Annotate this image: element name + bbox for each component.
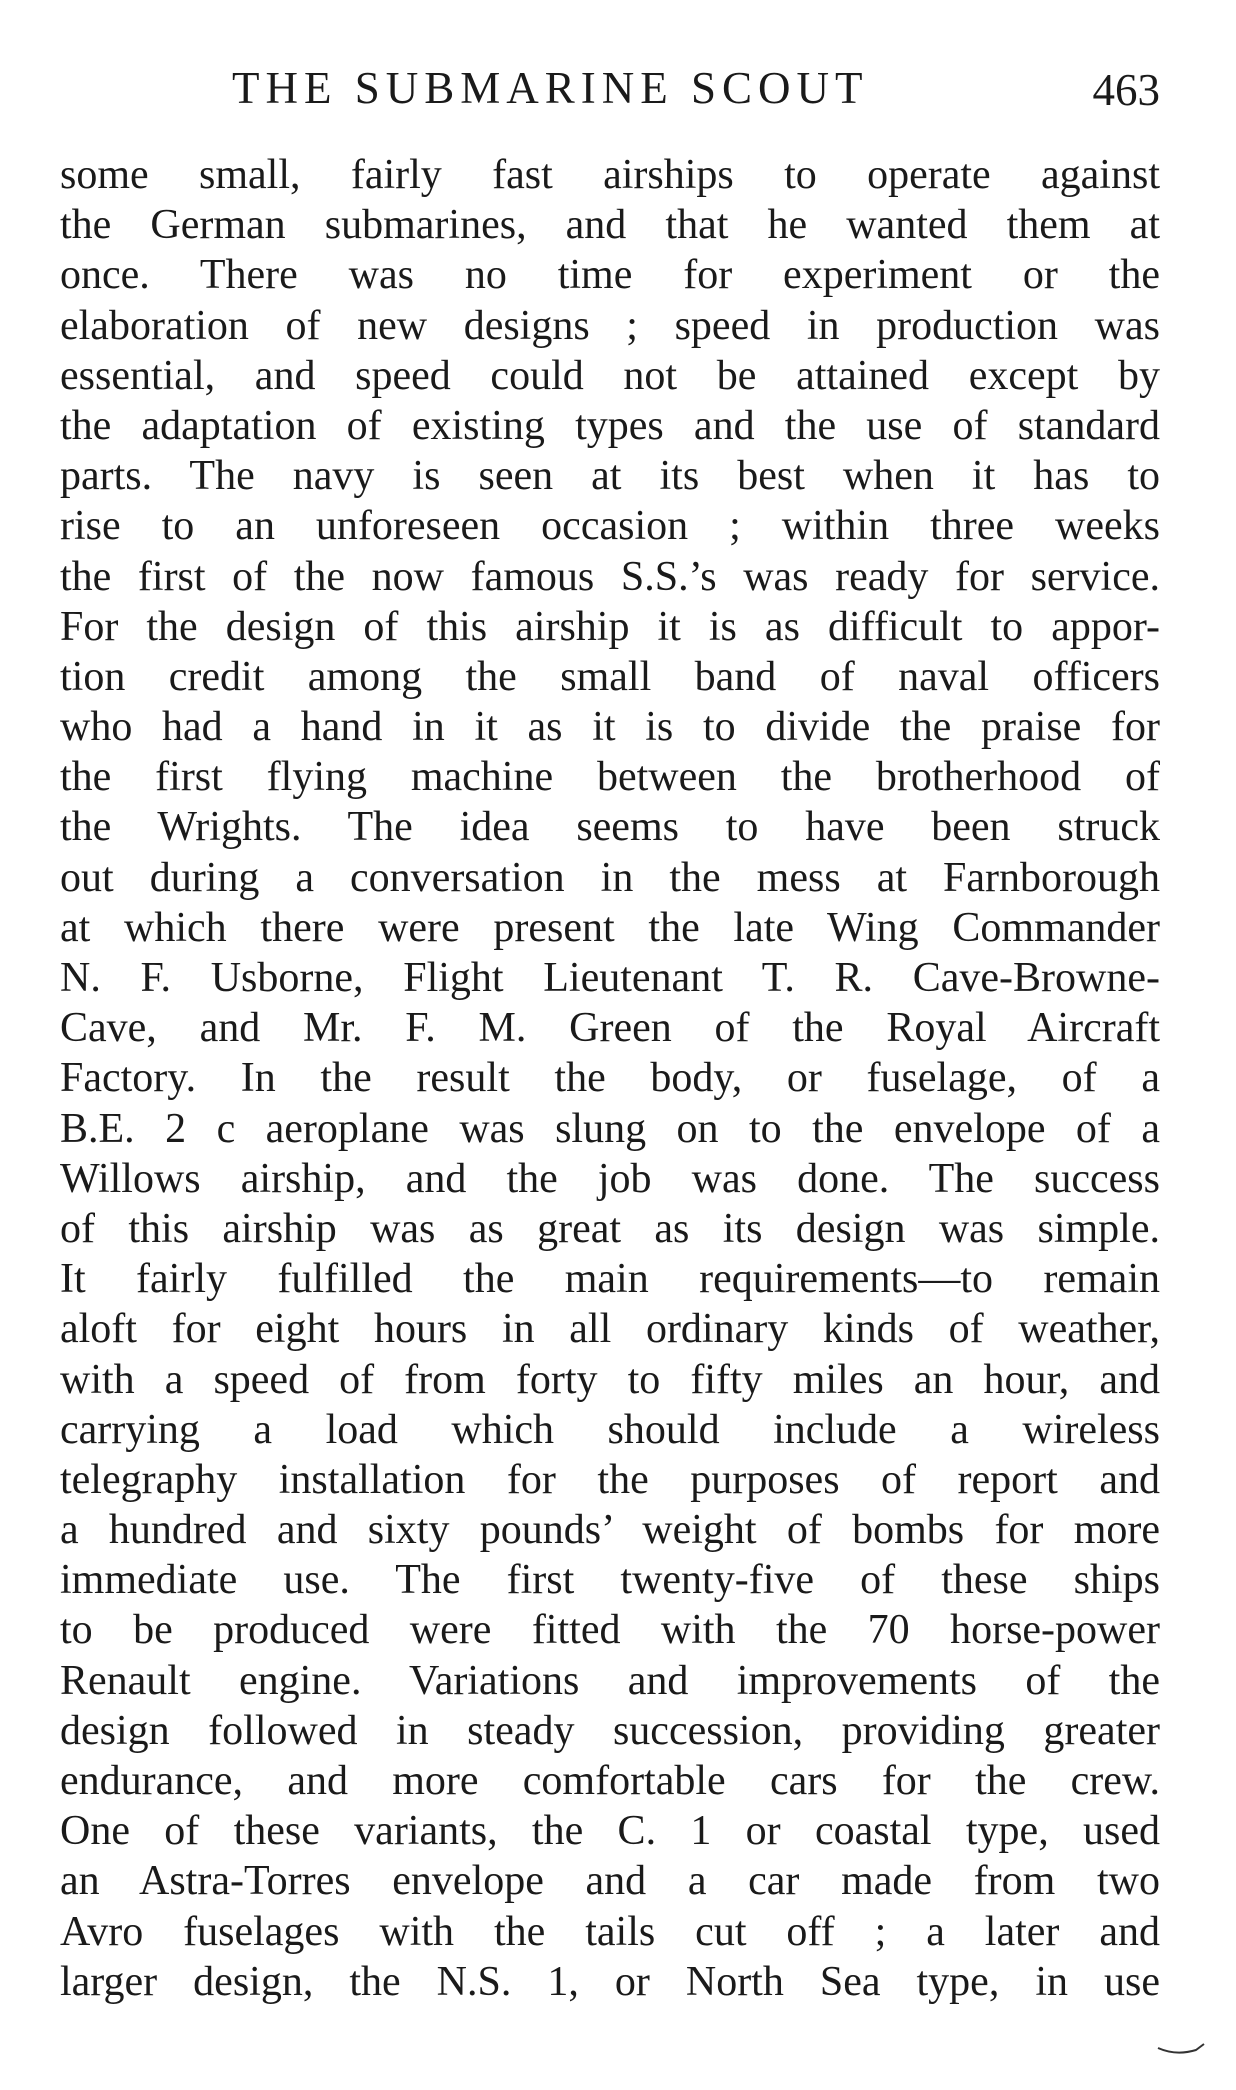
text-line: immediate use. The first twenty-five of these ships [60,1557,1160,1604]
text-line: who had a hand in it as it is to divide the praise for [60,704,1160,751]
text-line: tion credit among the small band of naval officers [60,653,1160,700]
text-line: Avro fuselages with the tails cut off ; a later and [60,1908,1160,1955]
text-line: a hundred and sixty pounds’ weight of bombs for more [60,1507,1160,1554]
text-line: endurance, and more comfortable cars for the crew. [60,1758,1160,1804]
text-line: once. There was no time for experiment or the [60,252,1160,299]
text-line: One of these variants, the C. 1 or coastal type, used [60,1808,1160,1855]
text-line: Cave, and Mr. F. M. Green of the Royal Aircraft [60,1005,1160,1052]
text-line: telegraphy installation for the purposes of report and [60,1456,1160,1503]
text-line: B.E. 2 c aeroplane was slung on to the envelope of a [60,1105,1160,1152]
text-line: the adaptation of existing types and the use of standard [60,402,1160,449]
text-line: elaboration of new designs ; speed in production was [60,302,1160,349]
text-line: the first of the now famous S.S.’s was ready for service. [60,553,1160,600]
text-line: the German submarines, and that he wanted them at [60,202,1160,249]
text-line: Willows airship, and the job was done. The success [60,1155,1160,1202]
page-number: 463 [1092,65,1160,115]
text-line: the Wrights. The idea seems to have been struck [60,804,1160,851]
text-line: at which there were present the late Wing Commander [60,904,1160,951]
text-line: with a speed of from forty to fifty miles an hour, and [60,1356,1160,1403]
text-line: of this airship was as great as its design was simple. [60,1205,1160,1252]
text-line: Factory. In the result the body, or fuselage, of a [60,1055,1160,1102]
text-line: parts. The navy is seen at its best when it has to [60,453,1160,500]
text-line: to be produced were fitted with the 70 horse-power [60,1607,1160,1654]
printer-mark-icon [1156,2040,1210,2060]
text-line: larger design, the N.S. 1, or North Sea type, in use [60,1958,1160,2005]
text-line: essential, and speed could not be attained except by [60,352,1160,399]
running-title: THE SUBMARINE SCOUT [232,63,869,113]
text-line: For the design of this airship it is as difficult to appor- [60,603,1160,650]
body-text [60,150,1160,2007]
text-line: It fairly fulfilled the main requirements—to remain [60,1256,1160,1303]
text-line: carrying a load which should include a wireless [60,1406,1160,1453]
text-line: aloft for eight hours in all ordinary kinds of weather, [60,1306,1160,1353]
text-line: rise to an unforeseen occasion ; within three weeks [60,503,1160,550]
page-header [60,58,1160,118]
text-line: Renault engine. Variations and improvements of the [60,1657,1160,1704]
text-line: the first flying machine between the brotherhood of [60,754,1160,801]
text-line: design followed in steady succession, providing greater [60,1707,1160,1754]
text-line: N. F. Usborne, Flight Lieutenant T. R. Cave-Browne- [60,955,1160,1001]
text-line: out during a conversation in the mess at Farnborough [60,854,1160,901]
text-line: an Astra-Torres envelope and a car made from two [60,1858,1160,1905]
text-line: some small, fairly fast airships to operate against [60,152,1160,198]
